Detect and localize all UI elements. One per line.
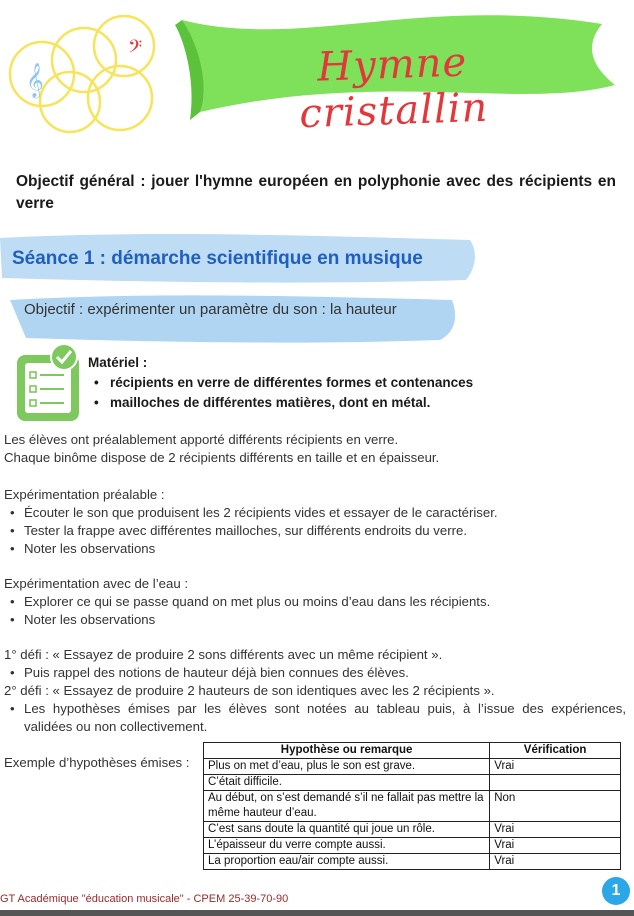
- table-cell: L’épaisseur du verre compte aussi.: [204, 838, 490, 854]
- ring-2: [52, 28, 116, 92]
- table-row: [204, 759, 621, 775]
- bass-clef-icon: 𝄢: [128, 37, 143, 62]
- materiel-list: [94, 373, 473, 413]
- table-cell: La proportion eau/air compte aussi.: [204, 854, 490, 870]
- list-item: • Tester la frappe avec différentes mailloches, sur différents endroits du verre.: [4, 522, 498, 540]
- table-row: [204, 775, 621, 791]
- list-item: • Explorer ce qui se passe quand on met plus ou moins d’eau dans les récipients.: [4, 593, 490, 611]
- exp1-title: Expérimentation préalable :: [4, 487, 165, 502]
- materiel-item: • récipients en verre de différentes formes et contenances: [94, 373, 473, 393]
- table-cell: Vrai: [490, 822, 621, 838]
- table-cell: Vrai: [490, 854, 621, 870]
- table-cell: Vrai: [490, 838, 621, 854]
- table-header-row: [204, 743, 621, 759]
- defis-block: [4, 646, 626, 736]
- table-row: [204, 822, 621, 838]
- list-item: • Écouter le son que produisent les 2 récipients vides et essayer de le caractériser.: [4, 504, 498, 522]
- column-header: Vérification: [490, 743, 621, 759]
- objectif-general: Objectif général : jouer l'hymne européen en polyphonie avec des récipients en verre: [16, 173, 616, 212]
- exp2-block: [4, 575, 490, 629]
- exp2-list: [4, 593, 490, 629]
- defi2-text: 2° défi : « Essayez de produire 2 hauteurs de son identiques avec les 2 récipients ».: [4, 683, 495, 698]
- defi2-line2: validées ou non collectivement.: [24, 719, 208, 734]
- column-header: Hypothèse ou remarque: [204, 743, 490, 759]
- hypotheses-table: [203, 742, 621, 870]
- table-cell: C’était difficile.: [204, 775, 490, 791]
- table-cell: Plus on met d’eau, plus le son est grave.: [204, 759, 490, 775]
- defi1-text: 1° défi : « Essayez de produire 2 sons différents avec un même récipient ».: [4, 647, 443, 662]
- materiel-title: Matériel :: [88, 355, 148, 370]
- table-row: [204, 791, 621, 822]
- table-cell: Vrai: [490, 759, 621, 775]
- ring-4: [40, 72, 100, 132]
- table-row: [204, 854, 621, 870]
- intro-line: Les élèves ont préalablement apporté différents récipients en verre.: [4, 432, 399, 447]
- list-item: • Puis rappel des notions de hauteur déjà bien connues des élèves.: [4, 664, 626, 682]
- table-cell: Au début, on s’est demandé s’il ne fallait pas mettre la même hauteur d’eau.: [204, 791, 490, 822]
- defi2-line1: • Les hypothèses émises par les élèves sont notées au tableau puis, à l’issue des expériences,: [24, 701, 626, 716]
- list-item: • Noter les observations: [4, 540, 498, 558]
- table-cell: C’est sans doute la quantité qui joue un rôle.: [204, 822, 490, 838]
- footer-text: GT Académique "éducation musicale" - CPEM 25-39-70-90: [0, 893, 289, 905]
- intro-line: Chaque binôme dispose de 2 récipients différents en taille et en épaisseur.: [4, 450, 440, 465]
- page-number-badge: 1: [602, 877, 630, 905]
- table-cell: Non: [490, 791, 621, 822]
- table-row: [204, 838, 621, 854]
- treble-clef-icon: 𝄞: [26, 63, 44, 98]
- exp1-list: [4, 504, 498, 558]
- banner-title: Hymne cristallin: [298, 39, 490, 138]
- materiel-item: • mailloches de différentes matières, dont en métal.: [94, 393, 473, 413]
- list-item: [4, 700, 626, 736]
- seance-objectif: Objectif : expérimenter un paramètre du son : la hauteur: [24, 301, 397, 318]
- exp2-title: Expérimentation avec de l’eau :: [4, 576, 189, 591]
- table-label: Exemple d’hypothèses émises :: [4, 755, 190, 770]
- list-item: • Noter les observations: [4, 611, 490, 629]
- table-cell: [490, 775, 621, 791]
- bottom-bar: [0, 910, 634, 916]
- defi2-list: [4, 700, 626, 736]
- checklist-icon: [17, 344, 79, 421]
- exp1-block: [4, 486, 498, 558]
- seance-title: Séance 1 : démarche scientifique en musique: [12, 248, 423, 269]
- defi1-list: [4, 664, 626, 682]
- intro-block: [4, 431, 439, 467]
